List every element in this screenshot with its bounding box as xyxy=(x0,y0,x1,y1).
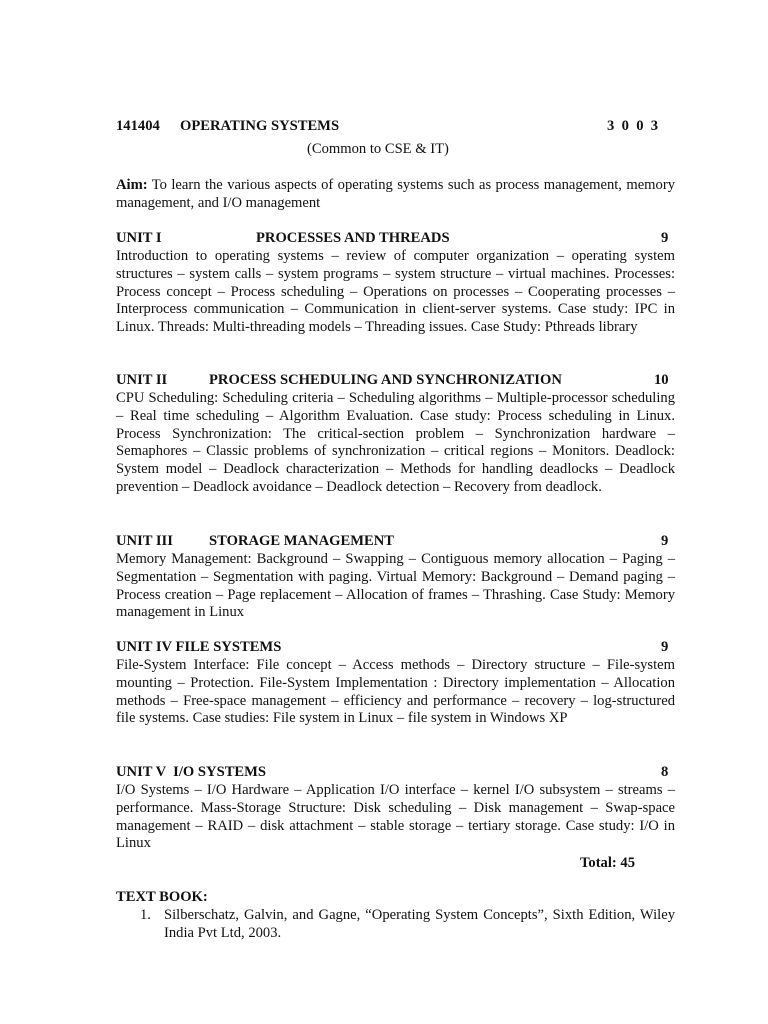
course-common-note: (Common to CSE & IT) xyxy=(307,141,449,157)
course-code: 141404 xyxy=(116,118,160,134)
unit-2-heading xyxy=(116,372,675,390)
unit-4-body: File-System Interface: File concept – Access methods – Directory structure – File-system mounting – Protection. File-System Implementation : Directory implementation – Allocation methods – Free-space management – efficiency and performance – recovery – log-structured file systems. Case studies: File system in Linux – file system in Windows XP xyxy=(116,657,675,727)
unit-4-heading xyxy=(116,639,675,657)
unit-5-body: I/O Systems – I/O Hardware – Application I/O interface – kernel I/O subsystem – streams – performance. Mass-Storage Structure: Disk scheduling – Disk management – Swap-space management – RAID – disk attachment – stable storage – tertiary storage. Case study: I/O in Linux xyxy=(116,782,675,852)
unit-2-label: UNIT II xyxy=(116,372,168,388)
unit-3-hours: 9 xyxy=(661,533,669,549)
unit-1-label: UNIT I xyxy=(116,230,162,246)
unit-2-title: PROCESS SCHEDULING AND SYNCHRONIZATION xyxy=(209,372,562,388)
unit-2-body: CPU Scheduling: Scheduling criteria – Scheduling algorithms – Multiple-processor scheduling – Real time scheduling – Algorithm Evaluation. Case study: Process scheduling in Linux. Process Synchronization: The critical-section problem – Synchronization hardware – Semaphores – Classic problems of synchronization – critical regions – Monitors. Deadlock: System model – Deadlock characterization – Methods for handling deadlocks – Deadlock prevention – Deadlock avoidance – Deadlock detection – Recovery from deadlock. xyxy=(116,390,675,495)
textbook-item-number: 1. xyxy=(140,907,151,923)
unit-4-hours: 9 xyxy=(661,639,669,655)
unit-3-heading xyxy=(116,533,675,551)
unit-1-heading xyxy=(116,230,675,248)
textbook-item: Silberschatz, Galvin, and Gagne, “Operating System Concepts”, Sixth Edition, Wiley India Pvt Ltd, 2003. xyxy=(164,907,675,941)
unit-3-label: UNIT III xyxy=(116,533,173,549)
aim-text: To learn the various aspects of operating systems such as process management, memory management, and I/O management xyxy=(116,177,675,211)
unit-1-hours: 9 xyxy=(661,230,669,246)
unit-3-title: STORAGE MANAGEMENT xyxy=(209,533,395,549)
unit-5-label: UNIT V I/O SYSTEMS xyxy=(116,764,267,780)
unit-5-heading xyxy=(116,764,675,782)
unit-1-body: Introduction to operating systems – review of computer organization – operating system structures – system calls – system programs – system structure – virtual machines. Processes: Process concept – Process scheduling – Operations on processes – Cooperating processes – Interprocess communication – Communication in client-server systems. Case study: IPC in Linux. Threads: Multi-threading models – Threading issues. Case Study: Pthreads library xyxy=(116,248,675,336)
course-credits: 3 0 0 3 xyxy=(607,118,659,134)
textbook-heading: TEXT BOOK: xyxy=(116,889,208,905)
aim-label: Aim: xyxy=(116,177,148,193)
unit-1-title: PROCESSES AND THREADS xyxy=(256,230,450,246)
unit-5-hours: 8 xyxy=(661,764,669,780)
unit-3-body: Memory Management: Background – Swapping – Contiguous memory allocation – Paging – Segmentation – Segmentation with paging. Virtual Memory: Background – Demand paging – Process creation – Page replacement – Allocation of frames – Thrashing. Case Study: Memory management in Linux xyxy=(116,551,675,621)
unit-2-hours: 10 xyxy=(654,372,669,388)
course-title: OPERATING SYSTEMS xyxy=(180,118,340,134)
aim-paragraph xyxy=(116,177,675,213)
unit-4-label: UNIT IV FILE SYSTEMS xyxy=(116,639,282,655)
total-hours: Total: 45 xyxy=(580,855,636,871)
